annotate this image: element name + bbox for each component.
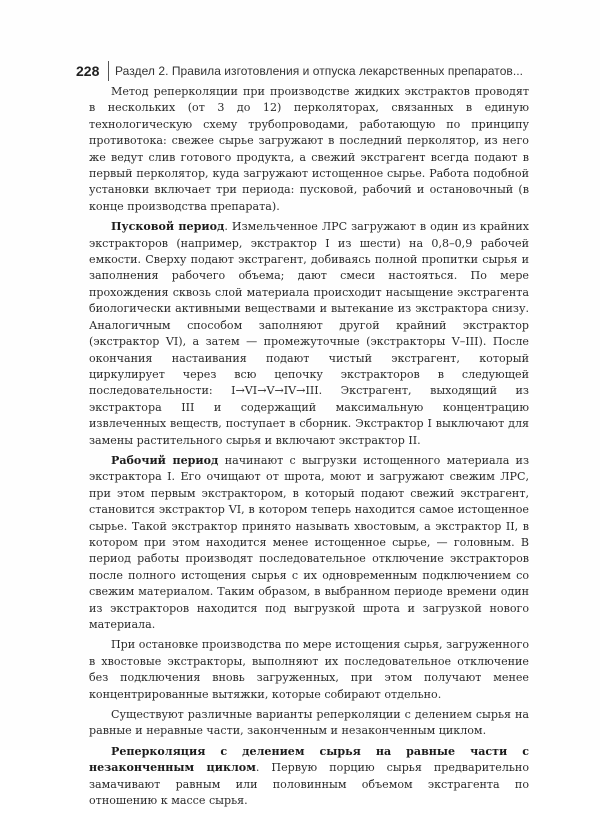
paragraph-text: Метод реперколяции при производстве жидких экстрактов проводят в нескольких (от 3 до 12) перколяторах, связанных в единую технологическую схему трубопроводами, работающую по принципу противотока: свежее сырье загружают в последний перколятор, из него же ведут слив готового продукта, а свежий экстрагент всегда подают в первый перколятор, куда загружают истощенное сырье. Работа подобной установки включает три периода: пусковой, рабочий и остановочный (в конце производства препарата). — [89, 85, 529, 213]
header-divider — [108, 61, 109, 81]
page-number: 228 — [76, 63, 100, 79]
section-title: Раздел 2. Правила изготовления и отпуска лекарственных препаратов... — [115, 64, 524, 78]
paragraph-startup-period — [89, 219, 529, 449]
running-head — [76, 60, 536, 82]
paragraph-working-period — [89, 453, 529, 633]
paragraph-lead: Рабочий период — [111, 453, 219, 467]
paragraph-text: Существуют различные варианты реперколяции с делением сырья на равные и неравные части, законченным и незаконченным циклом. — [89, 708, 529, 738]
paragraph-text: При остановке производства по мере истощения сырья, загруженного в хвостовые экстракторы, выполняют их последовательное отключение без подключения вновь загруженных, при этом получают менее концентрированные вытяжки, которые собирают отдельно. — [89, 638, 529, 701]
paragraph-text: начинают с выгрузки истощенного материала из экстрактора I. Его очищают от шрота, моют и загружают свежим ЛРС, при этом первым экстрактором, в который подают свежий экстрагент, становится экстрактор VI, в котором теперь находится самое истощенное сырье. Такой экстрактор принято называть хвостовым, а экстрактор II, в котором при этом находится менее истощенное сырье, — головным. В период работы производят последовательное отключение экстракторов после полного истощения сырья с их одновременным подключением со свежим материалом. Таким образом, в выбранном периоде времени один из экстракторов находится под выгрузкой шрота и загрузкой нового материала. — [89, 453, 529, 631]
paragraph-equal-parts — [89, 744, 529, 810]
paragraph-lead: Реперколяция с делением сырья на равные части с незаконченным циклом — [89, 744, 529, 775]
paragraph-lead: Пусковой период — [111, 220, 225, 234]
body-text — [89, 84, 529, 813]
paragraph-text: . Первую порцию сырья предварительно замачивают равным или половинным объемом экстрагента по отношению к массе сырья. — [89, 761, 530, 808]
paragraph-variants — [89, 707, 529, 740]
paragraph-text: . Измельченное ЛРС загружают в один из крайних экстракторов (например, экстрактор I из шести) на 0,8–0,9 рабочей емкости. Сверху подают экстрагент, добиваясь полной пропитки сырья и заполнения рабочего объема; дают смеси настояться. По мере прохождения сквозь слой материала происходит насыщение экстрагента биологически активными веществами и вытекание из экстрактора снизу. Аналогичным способом заполняют другой крайний экстрактор (экстрактор VI), а затем — промежуточные (экстракторы V–III). После окончания настаивания подают чистый экстрагент, который циркулирует через всю цепочку экстракторов в следующей последовательности: I→VI→V→IV→III. Экстрагент, выходящий из экстрактора III и содержащий максимальную концентрацию извлеченных веществ, поступает в сборник. Экстрактор I выключают для замены растительного сырья и включают экстрактор II. — [89, 220, 529, 447]
paragraph-reperkolation-intro — [89, 84, 529, 215]
paragraph-shutdown — [89, 637, 529, 703]
